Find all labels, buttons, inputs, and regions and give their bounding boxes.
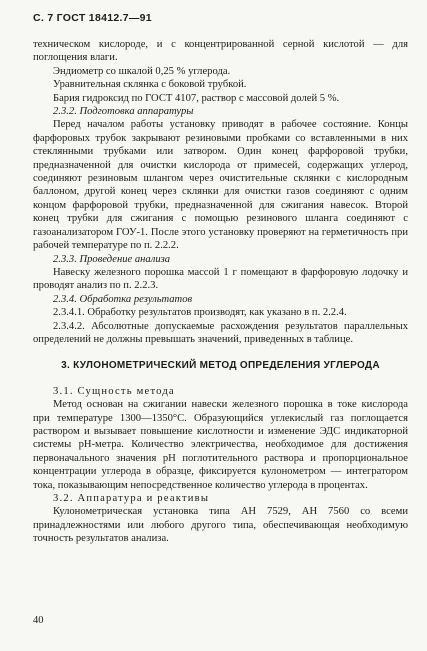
paragraph-equipment: Кулонометрическая установка типа АН 7529, АН 7560 со всеми принадлежностями или любого другого типа, обеспечивающая необходимую точность результатов анализа. xyxy=(33,506,408,545)
page-header: С. 7 ГОСТ 18412.7—91 xyxy=(33,12,152,24)
page-content xyxy=(33,38,408,546)
subsection-heading-3-1: 3.1. Сущность метода xyxy=(53,385,175,397)
paragraph-preparation: Перед началом работы установку приводят в рабочее состояние. Концы фарфоровых трубок закрывают резиновыми пробками со вставленными в них стеклянными трубками или затвором. Один конец фарфоровой трубки, предназначенной для очистки кислорода от примесей, содержащих углерод, соединяют резиновым шлангом через очистительные склянки с кислородным баллоном, другой конец через склянки для очистки газов соединяют с одним концом фарфоровой трубки, предназначенной для сжигания навесок. Второй конец трубки для сжигания с помощью резинового шланга соединяют с газоанализатором ГОУ-1. После этого установку проверяют на герметичность при рабочей температуре по п. 2.2.2. xyxy=(33,119,408,252)
paragraph-method-essence: Метод основан на сжигании навески железного порошка в токе кислорода при температуре 1300—1350°С. Образующийся углекислый газ поглощается раствором и вызывает повышение кислотности и изменение ЭДС индикаторной системы pH-метра. Количество электричества, необходимое для достижения первоначального значения pH поглотительного раствора и пропорциональное концентрации углерода в образце, фиксируется кулонометром — интегратором тока, показывающим непосредственное количество углерода в процентах. xyxy=(33,399,408,491)
section-title-3: 3. КУЛОНОМЕТРИЧЕСКИЙ МЕТОД ОПРЕДЕЛЕНИЯ УГЛЕРОДА xyxy=(61,360,380,372)
paragraph-continuation: техническом кислороде, и с концентрированной серной кислотой — для поглощения влаги. xyxy=(33,39,408,64)
subsection-heading-2-3-4: 2.3.4. Обработка результатов xyxy=(53,293,193,305)
subsection-heading-2-3-3: 2.3.3. Проведение анализа xyxy=(53,253,171,265)
paragraph-analysis: Навеску железного порошка массой 1 г помещают в фарфоровую лодочку и проводят анализ по п. 2.2.3. xyxy=(33,266,408,292)
paragraph-flask: Уравнительная склянка с боковой трубкой. xyxy=(53,79,247,91)
paragraph-2-3-4-2: 2.3.4.2. Абсолютные допускаемые расхождения результатов параллельных определений не должны превышать значений, приведенных в таблице. xyxy=(33,320,408,345)
subsection-heading-2-3-2: 2.3.2. Подготовка аппаратуры xyxy=(53,106,194,118)
page-number: 40 xyxy=(33,615,44,626)
paragraph-2-3-4-1: 2.3.4.1. Обработку результатов производят, как указано в п. 2.2.4. xyxy=(53,307,347,319)
paragraph-barium: Бария гидроксид по ГОСТ 4107, раствор с массовой долей 5 %. xyxy=(53,92,340,104)
subsection-heading-3-2: 3.2. Аппаратура и реактивы xyxy=(53,493,210,504)
paragraph-eudiometer: Эндиометр со шкалой 0,25 % углерода. xyxy=(53,65,231,77)
